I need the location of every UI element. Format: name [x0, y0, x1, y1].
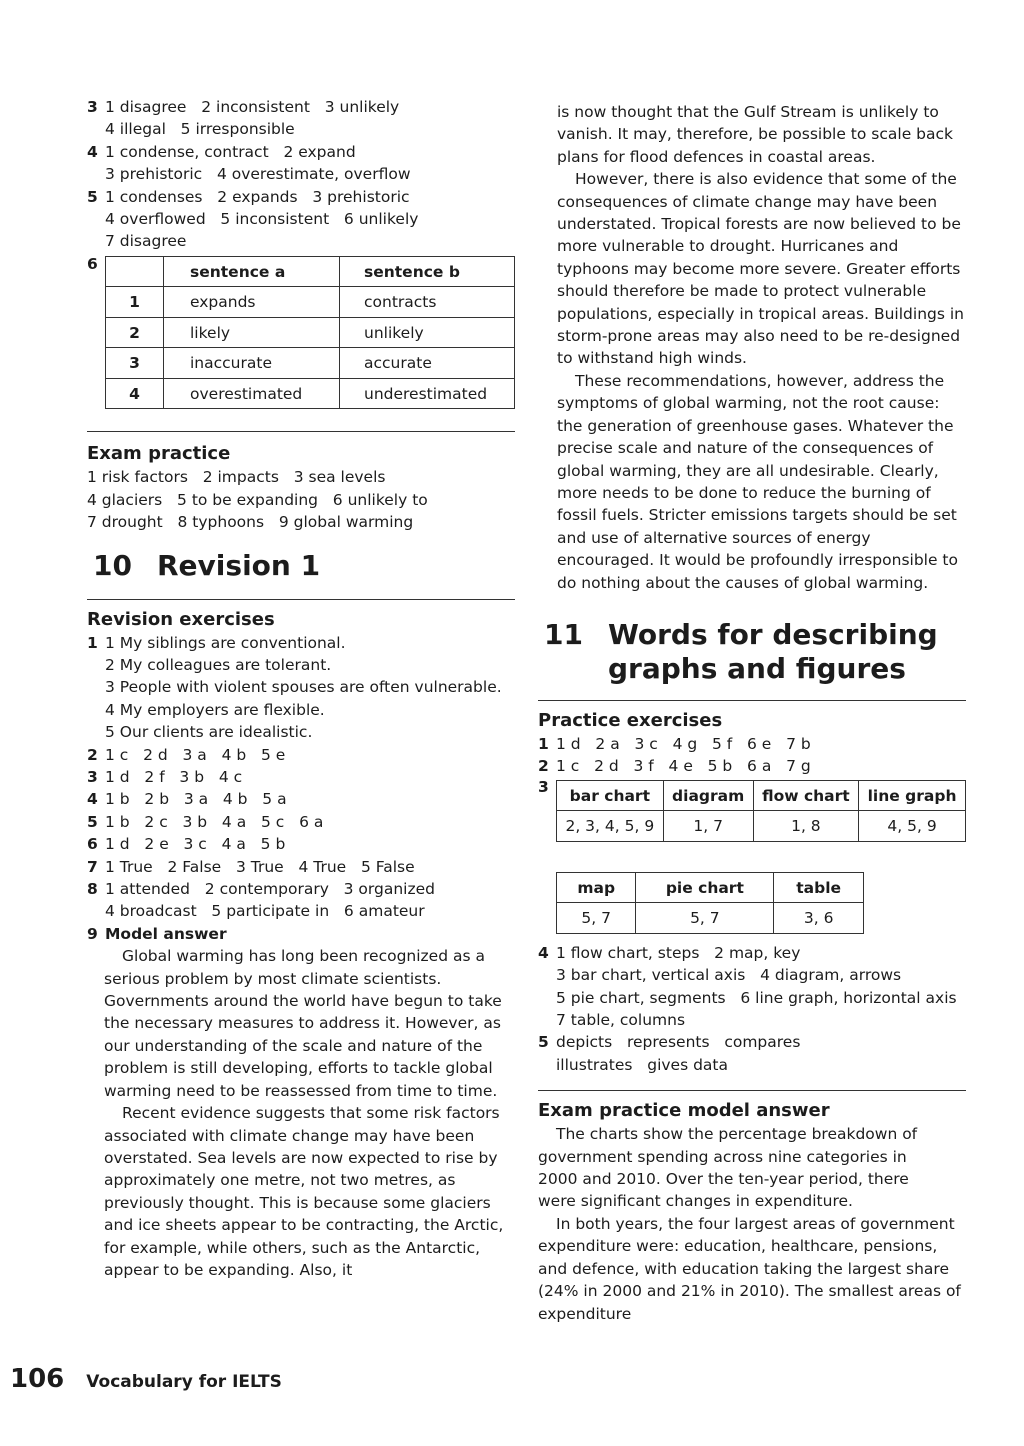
table-header: sentence b	[340, 256, 515, 287]
answer-line: 2 My colleagues are tolerant.	[105, 655, 332, 674]
exercise-4-answers	[538, 942, 966, 1032]
section-heading: Practice exercises	[538, 710, 723, 731]
exercise-3-answers	[538, 777, 966, 934]
answer-line: 4 illegal 5 irresponsible	[105, 120, 295, 139]
unit-title-line: Words for describing	[608, 618, 938, 651]
revision-exercises-section	[87, 608, 515, 1282]
model-answer-paragraph: Global warming has long been recognized as a serious problem by most climate scientists. Governments around the world have begun to take the necessary measures to address it. However, as our understanding of the scale and nature of the problem is still developing, efforts to tackle global warming need to be reassessed from time to time.	[104, 947, 502, 1100]
table-header: line graph	[859, 780, 966, 811]
answer-line: 5 pie chart, segments 6 line graph, horizontal axis	[556, 988, 957, 1007]
table-header-row	[557, 780, 966, 811]
answer-line: 1 condense, contract 2 expand	[105, 142, 356, 161]
exercise-5-answers	[538, 1031, 966, 1076]
answer-line: 1 My siblings are conventional.	[105, 633, 346, 652]
unit-10-title	[87, 549, 515, 583]
exercise-number: 5	[87, 187, 98, 206]
exercise-number: 3	[538, 777, 549, 796]
section-divider	[87, 599, 515, 600]
answer-line: 3 People with violent spouses are often vulnerable.	[105, 678, 502, 697]
exercise-number: 4	[87, 790, 98, 809]
table-cell	[106, 256, 164, 287]
page-number: 106	[10, 1364, 65, 1394]
answer-line: 4 broadcast 5 participate in 6 amateur	[105, 902, 425, 921]
answer-line: 1 flow chart, steps 2 map, key	[556, 943, 801, 962]
answer-line: 3 bar chart, vertical axis 4 diagram, arrows	[556, 966, 902, 985]
table-cell: overestimated	[164, 378, 340, 409]
model-answer-paragraph: is now thought that the Gulf Stream is unlikely to vanish. It may, therefore, be possible to scale back plans for flood defences in coastal areas.	[557, 103, 953, 166]
table-cell: 5, 7	[557, 903, 636, 934]
table-cell: 1	[106, 287, 164, 318]
answer-line: 1 b 2 c 3 b 4 a 5 c 6 a	[105, 812, 324, 831]
table-cell: 1, 7	[663, 811, 753, 842]
answer-line: 1 disagree 2 inconsistent 3 unlikely	[105, 98, 400, 116]
answer-line: 7 table, columns	[556, 1011, 686, 1030]
table-header-row	[106, 256, 515, 287]
page-footer	[10, 1364, 282, 1394]
exercise-number: 6	[87, 254, 98, 273]
answer-line: 1 c 2 d 3 f 4 e 5 b 6 a 7 g	[556, 757, 811, 776]
table-row	[106, 348, 515, 379]
model-answer-paragraph: Recent evidence suggests that some risk factors associated with climate change may have been overstated. Sea levels are now expected to rise by approximately one metre, not two metres, as previously thought. This is because some glaciers and ice sheets appear to be contracting, the Arctic, for example, while others, such as the Antarctic, appear to be expanding. Also, it	[104, 1104, 504, 1279]
table-cell: 1, 8	[753, 811, 859, 842]
table-cell: 4, 5, 9	[859, 811, 966, 842]
table-cell: 2	[106, 317, 164, 348]
graph-type-table-2	[556, 872, 864, 934]
unit-11-block	[538, 618, 966, 1325]
answer-line: 5 Our clients are idealistic.	[105, 723, 313, 742]
answer-line: depicts represents compares	[556, 1033, 801, 1052]
answer-line: 1 c 2 d 3 a 4 b 5 e	[105, 745, 286, 764]
exercise-number: 6	[87, 835, 98, 854]
table-header-row	[557, 872, 864, 903]
table-header: pie chart	[636, 872, 774, 903]
right-column	[557, 101, 967, 594]
sentence-table	[105, 256, 515, 410]
section-heading: Revision exercises	[87, 608, 275, 630]
exercise-number: 1	[538, 735, 549, 753]
exercise-number: 5	[538, 1033, 549, 1052]
exercise-number: 1	[87, 633, 98, 652]
graph-type-table-1	[556, 780, 966, 842]
table-cell: expands	[164, 287, 340, 318]
table-row	[106, 378, 515, 409]
answer-line: illustrates gives data	[556, 1055, 729, 1074]
answer-line: 1 d 2 f 3 b 4 c	[105, 768, 243, 786]
answer-line: 1 d 2 e 3 c 4 a 5 b	[105, 835, 286, 854]
book-title: Vocabulary for IELTS	[86, 1372, 282, 1392]
exercise-number: 4	[538, 943, 549, 962]
exercise-number: 3	[87, 98, 98, 116]
exercise-number: 3	[87, 768, 98, 786]
section-divider	[538, 1090, 966, 1091]
answer-line: 4 My employers are flexible.	[105, 700, 325, 719]
table-header: bar chart	[557, 780, 664, 811]
table-row	[557, 903, 864, 934]
table-header: map	[557, 872, 636, 903]
answer-line: 1 attended 2 contemporary 3 organized	[105, 880, 435, 899]
answer-line: 1 d 2 a 3 c 4 g 5 f 6 e 7 b	[556, 735, 811, 753]
section-heading: Exam practice model answer	[538, 1100, 830, 1122]
table-header: table	[774, 872, 864, 903]
answer-line: 7 drought 8 typhoons 9 global warming	[87, 513, 414, 532]
table-cell: contracts	[340, 287, 515, 318]
unit-title	[608, 618, 938, 686]
answer-line: 4 overflowed 5 inconsistent 6 unlikely	[105, 210, 419, 229]
table-cell: inaccurate	[164, 348, 340, 379]
exercise-number: 8	[87, 880, 98, 899]
exercise-number: 9	[87, 924, 98, 943]
answer-line: 1 condenses 2 expands 3 prehistoric	[105, 187, 410, 206]
table-row	[557, 811, 966, 842]
model-answer-heading: Model answer	[105, 924, 227, 943]
model-answer-paragraph: The charts show the percentage breakdown of government spending across nine categories in 2000 and 2010. Over the ten-year period, there were significant changes in expenditure.	[538, 1125, 918, 1211]
unit-11-title	[538, 618, 966, 686]
section-heading: Exam practice	[87, 443, 231, 465]
table-header: flow chart	[753, 780, 859, 811]
table-cell: 4	[106, 378, 164, 409]
left-column	[87, 96, 515, 1281]
section-divider	[87, 431, 515, 432]
answer-line: 4 glaciers 5 to be expanding 6 unlikely to	[87, 490, 428, 509]
table-header: sentence a	[164, 256, 340, 287]
table-cell: underestimated	[340, 378, 515, 409]
section-divider	[538, 700, 966, 701]
table-header: diagram	[663, 780, 753, 811]
unit-title-line: graphs and figures	[608, 652, 906, 685]
answer-line: 7 disagree	[105, 232, 187, 251]
exercise-number: 4	[87, 142, 98, 161]
exercise-number: 2	[538, 757, 549, 776]
exercise-number: 5	[87, 812, 98, 831]
model-answer-paragraph: These recommendations, however, address the symptoms of global warming, not the root cause: the generation of greenhouse gases. Whatever the precise scale and nature of the consequences of global warming, they are all undesirable. Clearly, more needs to be done to reduce the burning of fossil fuels. Stricter emissions targets should be set and use of alternative sources of energy encouraged. It would be profoundly irresponsible to do nothing about the causes of global warming.	[557, 371, 958, 592]
answer-line: 1 True 2 False 3 True 4 True 5 False	[105, 857, 415, 876]
answer-line: 1 b 2 b 3 a 4 b 5 a	[105, 790, 287, 809]
exam-practice-section	[87, 442, 515, 533]
table-cell: likely	[164, 317, 340, 348]
exam-model-answer-section	[538, 1099, 966, 1325]
table-cell: unlikely	[340, 317, 515, 348]
table-cell: accurate	[340, 348, 515, 379]
exercise-number: 2	[87, 745, 98, 764]
table-row	[106, 287, 515, 318]
answer-line: 1 risk factors 2 impacts 3 sea levels	[87, 468, 386, 487]
table-row	[106, 317, 515, 348]
unit-number: 11	[544, 618, 583, 651]
table-cell: 5, 7	[636, 903, 774, 934]
model-answer-paragraph: In both years, the four largest areas of government expenditure were: education, healthcare, pensions, and defence, with education taking the largest share (24% in 2000 and 21% in 2010). The smallest areas of expenditure	[538, 1214, 961, 1323]
unit-title: Revision 1	[157, 548, 321, 582]
exercise-6-answers	[87, 256, 515, 410]
practice-exercises-section	[538, 709, 966, 1076]
unit-number: 10	[93, 548, 132, 582]
exercise-3-answers	[87, 96, 515, 141]
table-cell: 3, 6	[774, 903, 864, 934]
exercise-4-answers	[87, 141, 515, 186]
exercise-5-answers	[87, 186, 515, 253]
answer-line: 3 prehistoric 4 overestimate, overflow	[105, 165, 411, 184]
table-cell: 3	[106, 348, 164, 379]
model-answer-paragraph: However, there is also evidence that some of the consequences of climate change may have been understated. Tropical forests are now believed to be more vulnerable to drought. Hurricanes and typhoons may become more severe. Greater efforts should therefore be made to protect vulnerable populations, especially in tropical areas. Buildings in storm-prone areas may also need to be re-designed to withstand high winds.	[557, 170, 964, 368]
table-cell: 2, 3, 4, 5, 9	[557, 811, 664, 842]
exercise-number: 7	[87, 857, 98, 876]
